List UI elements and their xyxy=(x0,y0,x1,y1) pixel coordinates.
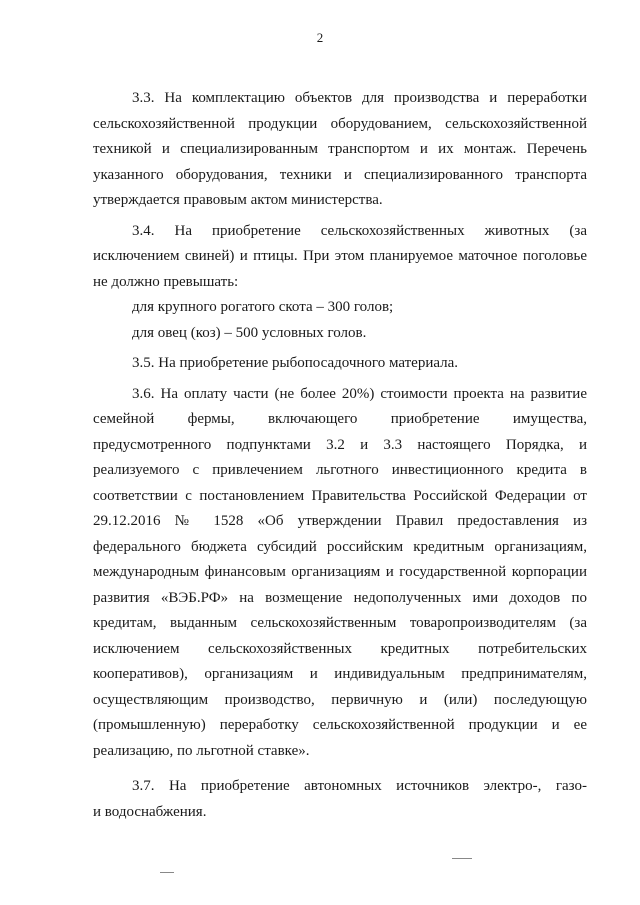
paragraph-3-3: 3.3. На комплектацию объектов для производства и переработки сельскохозяйственной продукции оборудованием, сельскохозяйственной техникой и специализированным транспортом и их монтаж. Перечень указанного оборудования, техники и специализированного транспорта утверждается правовым актом министерства. xyxy=(93,90,587,208)
paragraph-3-7-line-2: и водоснабжения. xyxy=(93,803,207,820)
scan-artifact xyxy=(452,858,472,859)
scan-artifact xyxy=(160,872,174,873)
paragraph-3-6: 3.6. На оплату части (не более 20%) стоимости проекта на развитие семейной фермы, включающего приобретение имущества, предусмотренного подпунктами 3.2 и 3.3 настоящего Порядка, и реализуемого с привлечением льготного инвестиционного кредита в соответствии с постановлением Правительства Российской Федерации от 29.12.2016 № 1528 «Об утверждении Правил предоставления из федерального бюджета субсидий российским кредитным организациям, международным финансовым организациям и государственной корпорации развития «ВЭБ.РФ» на возмещение недополученных ими доходов по кредитам, выданным сельскохозяйственным товаропроизводителям (за исключением сельскохозяйственных кредитных потребительских кооперативов), организациям и индивидуальным предпринимателям, осуществляющим производство, первичную и (или) последующую (промышленную) переработку сельскохозяйственной продукции и ее реализацию, по льготной ставке». xyxy=(93,385,587,759)
paragraph-3-4: 3.4. На приобретение сельскохозяйственных животных (за исключением свиней) и птицы. При этом планируемое маточное поголовье не должно превышать: xyxy=(93,222,587,290)
paragraph-3-5: 3.5. На приобретение рыбопосадочного материала. xyxy=(132,355,459,371)
list-item-sheep: для овец (коз) – 500 условных голов. xyxy=(132,324,367,341)
document-body xyxy=(93,86,587,825)
page-number: 2 xyxy=(316,30,324,45)
list-item-cattle: для крупного рогатого скота – 300 голов; xyxy=(132,299,394,315)
paragraph-3-7-line-1: 3.7. На приобретение автономных источников электро-, газо- xyxy=(132,778,587,794)
